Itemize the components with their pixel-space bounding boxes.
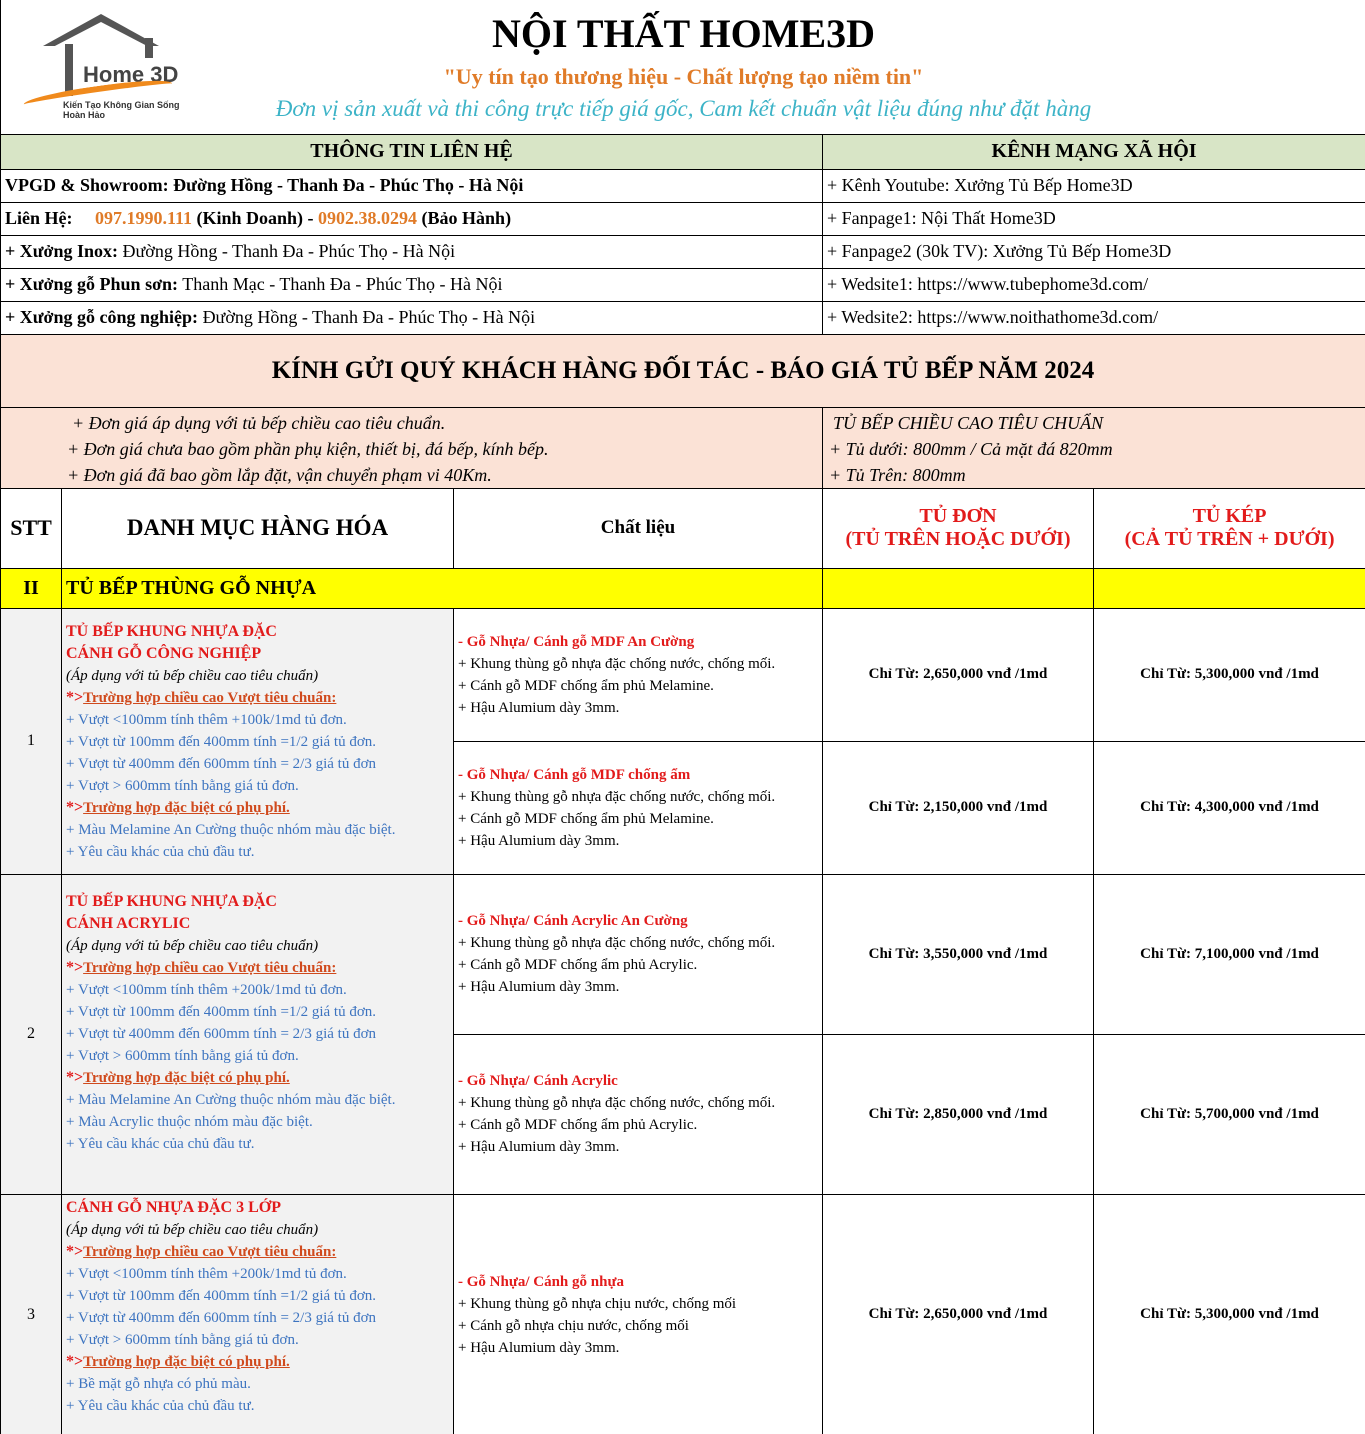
price-single: Chỉ Từ: 2,150,000 vnđ /1md	[823, 741, 1094, 874]
material-option: - Gỗ Nhựa/ Cánh gỗ MDF An Cường + Khung thùng gỗ nhựa đặc chống nước, chống mối. + Cánh gỗ MDF chống ẩm phủ Melamine. + Hậu Alumium dày 3mm.	[454, 608, 823, 741]
phone-warranty[interactable]: 0902.38.0294	[318, 208, 418, 228]
row-description: TỦ BẾP KHUNG NHỰA ĐẶC CÁNH ACRYLIC (Áp dụng với tủ bếp chiều cao tiêu chuẩn) *>Trường hợp chiều cao Vượt tiêu chuẩn: + Vượt <100mm tính thêm +200k/1md tủ đơn. + Vượt từ 100mm đến 400mm tính =1/2 giá tủ đơn. + Vượt từ 400mm đến 600mm tính = 2/3 giá tủ đơn + Vượt > 600mm tính bằng giá tủ đơn. *>Trường hợp đặc biệt có phụ phí. + Màu Melamine An Cường thuộc nhóm màu đặc biệt. + Màu Acrylic thuộc nhóm màu đặc biệt. + Yêu cầu khác của chủ đầu tư.	[62, 874, 454, 1194]
showroom-address: VPGD & Showroom: Đường Hồng - Thanh Đa - Phúc Thọ - Hà Nội	[1, 169, 823, 202]
notes-right: TỦ BẾP CHIỀU CAO TIÊU CHUẨN + Tủ dưới: 800mm / Cả mặt đá 820mm + Tủ Trên: 800mm	[823, 407, 1365, 488]
price-single: Chỉ Từ: 2,850,000 vnđ /1md	[823, 1034, 1094, 1194]
logo-text: Home 3D	[83, 62, 179, 87]
social-fanpage2[interactable]: + Fanpage2 (30k TV): Xưởng Tủ Bếp Home3D	[823, 235, 1365, 268]
social-youtube[interactable]: + Kênh Youtube: Xưởng Tủ Bếp Home3D	[823, 169, 1365, 202]
col-material: Chất liệu	[454, 488, 823, 568]
price-double: Chỉ Từ: 5,300,000 vnđ /1md	[1094, 1194, 1365, 1434]
col-single: TỦ ĐƠN (TỦ TRÊN HOẶC DƯỚI)	[823, 488, 1094, 568]
col-stt: STT	[1, 488, 62, 568]
phone-sales-note: (Kinh Doanh) -	[196, 208, 314, 228]
row-description: CÁNH GỖ NHỰA ĐẶC 3 LỚP (Áp dụng với tủ bếp chiều cao tiêu chuẩn) *>Trường hợp chiều cao Vượt tiêu chuẩn: + Vượt <100mm tính thêm +200k/1md tủ đơn. + Vượt từ 100mm đến 400mm tính =1/2 giá tủ đơn. + Vượt từ 400mm đến 600mm tính = 2/3 giá tủ đơn + Vượt > 600mm tính bằng giá tủ đơn. *>Trường hợp đặc biệt có phụ phí. + Bề mặt gỗ nhựa có phủ màu. + Yêu cầu khác của chủ đầu tư.	[62, 1194, 454, 1434]
motto: "Uy tín tạo thương hiệu - Chất lượng tạo niềm tin"	[443, 64, 924, 89]
notes-left: + Đơn giá áp dụng với tủ bếp chiều cao tiêu chuẩn. + Đơn giá chưa bao gồm phần phụ kiện, thiết bị, đá bếp, kính bếp. + Đơn giá đã bao gồm lắp đặt, vận chuyển phạm vi 40Km.	[1, 407, 823, 488]
row-stt: 2	[1, 874, 62, 1194]
subtitle: Đơn vị sản xuất và thi công trực tiếp giá gốc, Cam kết chuẩn vật liệu đúng như đặt hàng	[275, 96, 1092, 121]
material-option: - Gỗ Nhựa/ Cánh gỗ MDF chống ẩm + Khung thùng gỗ nhựa đặc chống nước, chống mối. + Cánh gỗ MDF chống ẩm phủ Melamine. + Hậu Alumium dày 3mm.	[454, 741, 823, 874]
material-option: - Gỗ Nhựa/ Cánh gỗ nhựa + Khung thùng gỗ nhựa chịu nước, chống mối + Cánh gỗ nhựa chịu nước, chống mối + Hậu Alumium dày 3mm.	[454, 1194, 823, 1434]
row-description: TỦ BẾP KHUNG NHỰA ĐẶC CÁNH GỖ CÔNG NGHIỆP (Áp dụng với tủ bếp chiều cao tiêu chuẩn) *>Trường hợp chiều cao Vượt tiêu chuẩn: + Vượt <100mm tính thêm +100k/1md tủ đơn. + Vượt từ 100mm đến 400mm tính =1/2 giá tủ đơn. + Vượt từ 400mm đến 600mm tính = 2/3 giá tủ đơn + Vượt > 600mm tính bằng giá tủ đơn. *>Trường hợp đặc biệt có phụ phí. + Màu Melamine An Cường thuộc nhóm màu đặc biệt. + Yêu cầu khác của chủ đầu tư.	[62, 608, 454, 874]
material-option: - Gỗ Nhựa/ Cánh Acrylic An Cường + Khung thùng gỗ nhựa đặc chống nước, chống mối. + Cánh gỗ MDF chống ẩm phủ Acrylic. + Hậu Alumium dày 3mm.	[454, 874, 823, 1034]
contact-heading: THÔNG TIN LIÊN HỆ	[1, 134, 823, 169]
price-double: Chỉ Từ: 5,700,000 vnđ /1md	[1094, 1034, 1365, 1194]
phone-warranty-note: (Bảo Hành)	[421, 208, 512, 228]
workshop-industrial: + Xưởng gỗ công nghiệp: Đường Hồng - Thanh Đa - Phúc Thọ - Hà Nội	[1, 301, 823, 334]
row-stt: 1	[1, 608, 62, 874]
price-double: Chỉ Từ: 7,100,000 vnđ /1md	[1094, 874, 1365, 1034]
row-stt: 3	[1, 1194, 62, 1434]
social-fanpage1[interactable]: + Fanpage1: Nội Thất Home3D	[823, 202, 1365, 235]
workshop-paint: + Xưởng gỗ Phun sơn: Thanh Mạc - Thanh Đa - Phúc Thọ - Hà Nội	[1, 268, 823, 301]
price-single: Chỉ Từ: 2,650,000 vnđ /1md	[823, 608, 1094, 741]
social-heading: KÊNH MẠNG XÃ HỘI	[823, 134, 1365, 169]
price-double: Chỉ Từ: 5,300,000 vnđ /1md	[1094, 608, 1365, 741]
phone-sales[interactable]: 097.1990.111	[95, 208, 193, 228]
workshop-inox: + Xưởng Inox: Đường Hồng - Thanh Đa - Phúc Thọ - Hà Nội	[1, 235, 823, 268]
quote-banner: KÍNH GỬI QUÝ KHÁCH HÀNG ĐỐI TÁC - BÁO GIÁ TỦ BẾP NĂM 2024	[1, 334, 1365, 407]
social-website2[interactable]: + Wedsite2: https://www.noithathome3d.com/	[823, 301, 1365, 334]
col-category: DANH MỤC HÀNG HÓA	[62, 488, 454, 568]
price-single: Chỉ Từ: 2,650,000 vnđ /1md	[823, 1194, 1094, 1434]
header	[1, 0, 1365, 134]
section-name: TỦ BẾP THÙNG GỖ NHỰA	[62, 568, 823, 608]
col-double: TỦ KÉP (CẢ TỦ TRÊN + DƯỚI)	[1094, 488, 1365, 568]
logo-slogan: Kiến Tạo Không Gian Sống Hoàn Hảo	[63, 100, 180, 120]
social-website1[interactable]: + Wedsite1: https://www.tubephome3d.com/	[823, 268, 1365, 301]
phone-line	[1, 202, 823, 235]
price-double: Chỉ Từ: 4,300,000 vnđ /1md	[1094, 741, 1365, 874]
price-single: Chỉ Từ: 3,550,000 vnđ /1md	[823, 874, 1094, 1034]
material-option: - Gỗ Nhựa/ Cánh Acrylic + Khung thùng gỗ nhựa đặc chống nước, chống mối. + Cánh gỗ MDF chống ẩm phủ Acrylic. + Hậu Alumium dày 3mm.	[454, 1034, 823, 1194]
section-number: II	[1, 568, 62, 608]
phone-label: Liên Hệ:	[5, 208, 73, 228]
page-title: NỘI THẤT HOME3D	[491, 11, 876, 56]
